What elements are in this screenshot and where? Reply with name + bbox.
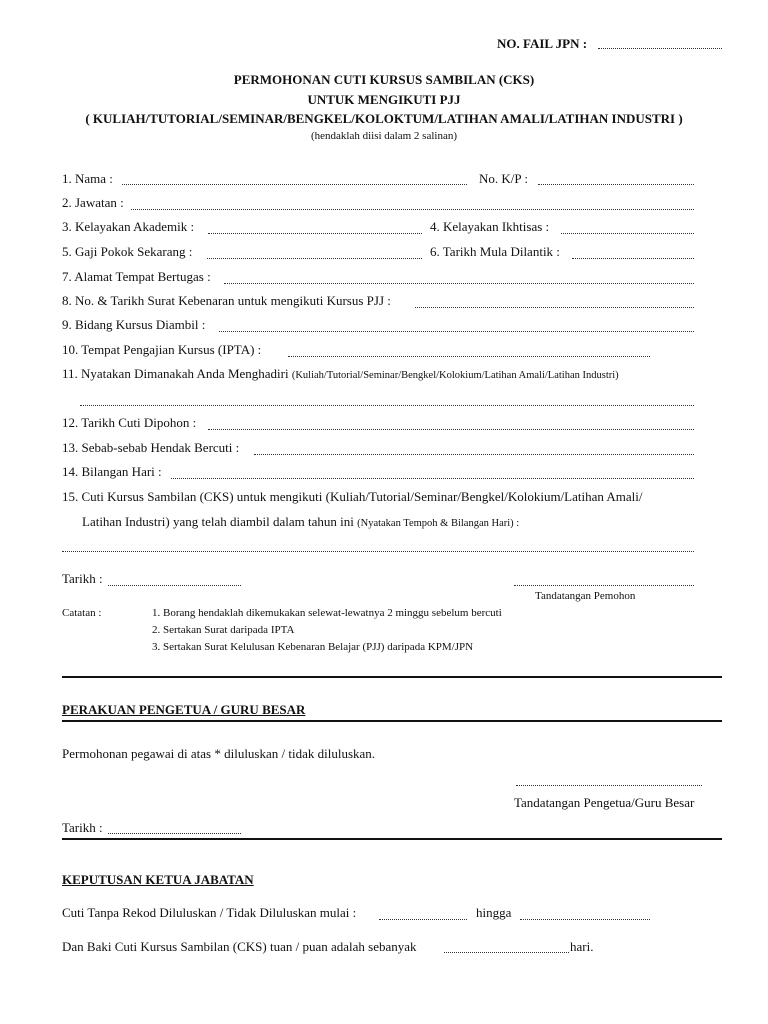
- label-bilangan: 14. Bilangan Hari :: [62, 464, 162, 479]
- label-kelayakan-akademik: 3. Kelayakan Akademik :: [62, 219, 195, 234]
- field-tarikh-cuti[interactable]: [208, 429, 694, 430]
- field-jawatan[interactable]: [131, 209, 694, 210]
- field-kelayakan-ikhtisas[interactable]: [561, 233, 694, 234]
- form-title-line-3: ( KULIAH/TUTORIAL/SEMINAR/BENGKEL/KOLOKTUM/LATIHAN AMALI/LATIHAN INDUSTRI ): [85, 111, 683, 126]
- label-no-kp: No. K/P :: [479, 171, 528, 186]
- label-cks-line-2-hint: (Nyatakan Tempoh & Bilangan Hari) :: [357, 518, 520, 529]
- file-no-field[interactable]: [598, 48, 722, 49]
- form-note: (hendaklah diisi dalam 2 salinan): [310, 130, 457, 142]
- label-gaji-pokok: 5. Gaji Pokok Sekarang :: [62, 244, 193, 259]
- label-tandatangan-pengetua: Tandatangan Pengetua/Guru Besar: [514, 795, 695, 810]
- keputusan-hari: hari.: [570, 939, 594, 954]
- label-nyatakan-options: (Kuliah/Tutorial/Seminar/Bengkel/Kolokium/Latihan Amali/Latihan Industri): [291, 370, 619, 381]
- label-cks-line-2: [82, 514, 519, 530]
- label-jawatan: 2. Jawatan :: [62, 195, 124, 210]
- label-nama: 1. Nama :: [62, 171, 113, 186]
- label-sebab: 13. Sebab-sebab Hendak Bercuti :: [62, 440, 240, 455]
- field-tarikh[interactable]: [108, 585, 241, 586]
- field-tandatangan-pemohon[interactable]: [514, 585, 694, 586]
- form-title-line-2: UNTUK MENGIKUTI PJJ: [307, 92, 461, 107]
- label-tarikh-cuti: 12. Tarikh Cuti Dipohon :: [62, 415, 197, 430]
- note-item-2: 2. Sertakan Surat daripada IPTA: [152, 624, 295, 636]
- perakuan-rule: [62, 720, 722, 722]
- label-alamat: 7. Alamat Tempat Bertugas :: [62, 269, 211, 284]
- field-bilangan[interactable]: [171, 478, 694, 479]
- perakuan-heading: PERAKUAN PENGETUA / GURU BESAR: [62, 702, 306, 717]
- field-gaji-pokok[interactable]: [207, 258, 422, 259]
- keputusan-line-1: Cuti Tanpa Rekod Diluluskan / Tidak Diluluskan mulai :: [62, 905, 357, 920]
- field-hingga[interactable]: [520, 919, 650, 920]
- label-tarikh: Tarikh :: [62, 571, 103, 586]
- label-nyatakan-main: 11. Nyatakan Dimanakah Anda Menghadiri: [62, 366, 289, 381]
- keputusan-heading: KEPUTUSAN KETUA JABATAN: [62, 872, 254, 887]
- label-surat-kebenaran: 8. No. & Tarikh Surat Kebenaran untuk mengikuti Kursus PJJ :: [62, 293, 391, 308]
- label-cks-line-2-main: Latihan Industri) yang telah diambil dalam tahun ini: [82, 514, 354, 529]
- label-tempat-pengajian: 10. Tempat Pengajian Kursus (IPTA) :: [62, 342, 262, 357]
- label-kelayakan-ikhtisas: 4. Kelayakan Ikhtisas :: [430, 219, 550, 234]
- keputusan-hingga: hingga: [476, 905, 512, 920]
- note-item-1: 1. Borang hendaklah dikemukakan selewat-lewatnya 2 minggu sebelum bercuti: [152, 607, 502, 619]
- label-cks-line-1: 15. Cuti Kursus Sambilan (CKS) untuk mengikuti (Kuliah/Tutorial/Seminar/Bengkel/Kolokium/Latihan Amali/: [62, 489, 643, 504]
- field-no-kp[interactable]: [538, 184, 694, 185]
- field-alamat[interactable]: [224, 283, 694, 284]
- label-tandatangan-pemohon: Tandatangan Pemohon: [535, 590, 636, 602]
- label-nyatakan: [62, 366, 619, 382]
- field-sebab[interactable]: [254, 454, 694, 455]
- field-bidang[interactable]: [219, 331, 694, 332]
- field-baki-cuti[interactable]: [444, 952, 569, 953]
- label-bidang: 9. Bidang Kursus Diambil :: [62, 317, 206, 332]
- field-kelayakan-akademik[interactable]: [208, 233, 422, 234]
- field-nama[interactable]: [122, 184, 467, 185]
- keputusan-line-2: Dan Baki Cuti Kursus Sambilan (CKS) tuan / puan adalah sebanyak: [62, 939, 417, 954]
- notes-label: Catatan :: [62, 607, 102, 619]
- perakuan-tarikh-label: Tarikh :: [62, 820, 103, 835]
- note-item-3: 3. Sertakan Surat Kelulusan Kebenaran Belajar (PJJ) daripada KPM/JPN: [152, 641, 474, 653]
- field-cks[interactable]: [62, 551, 694, 552]
- perakuan-end-rule: [62, 838, 722, 840]
- perakuan-statement: Permohonan pegawai di atas * diluluskan / tidak diluluskan.: [62, 746, 376, 761]
- field-tarikh-mula[interactable]: [572, 258, 694, 259]
- field-nyatakan[interactable]: [80, 405, 694, 406]
- field-tandatangan-pengetua[interactable]: [516, 785, 702, 786]
- label-tarikh-mula: 6. Tarikh Mula Dilantik :: [430, 244, 560, 259]
- field-tempat-pengajian[interactable]: [288, 356, 650, 357]
- section-divider: [62, 676, 722, 678]
- field-surat-kebenaran[interactable]: [415, 307, 694, 308]
- form-title-line-1: PERMOHONAN CUTI KURSUS SAMBILAN (CKS): [233, 72, 535, 87]
- file-no-label: NO. FAIL JPN :: [497, 36, 588, 51]
- field-perakuan-tarikh[interactable]: [108, 833, 241, 834]
- field-mulai[interactable]: [379, 919, 467, 920]
